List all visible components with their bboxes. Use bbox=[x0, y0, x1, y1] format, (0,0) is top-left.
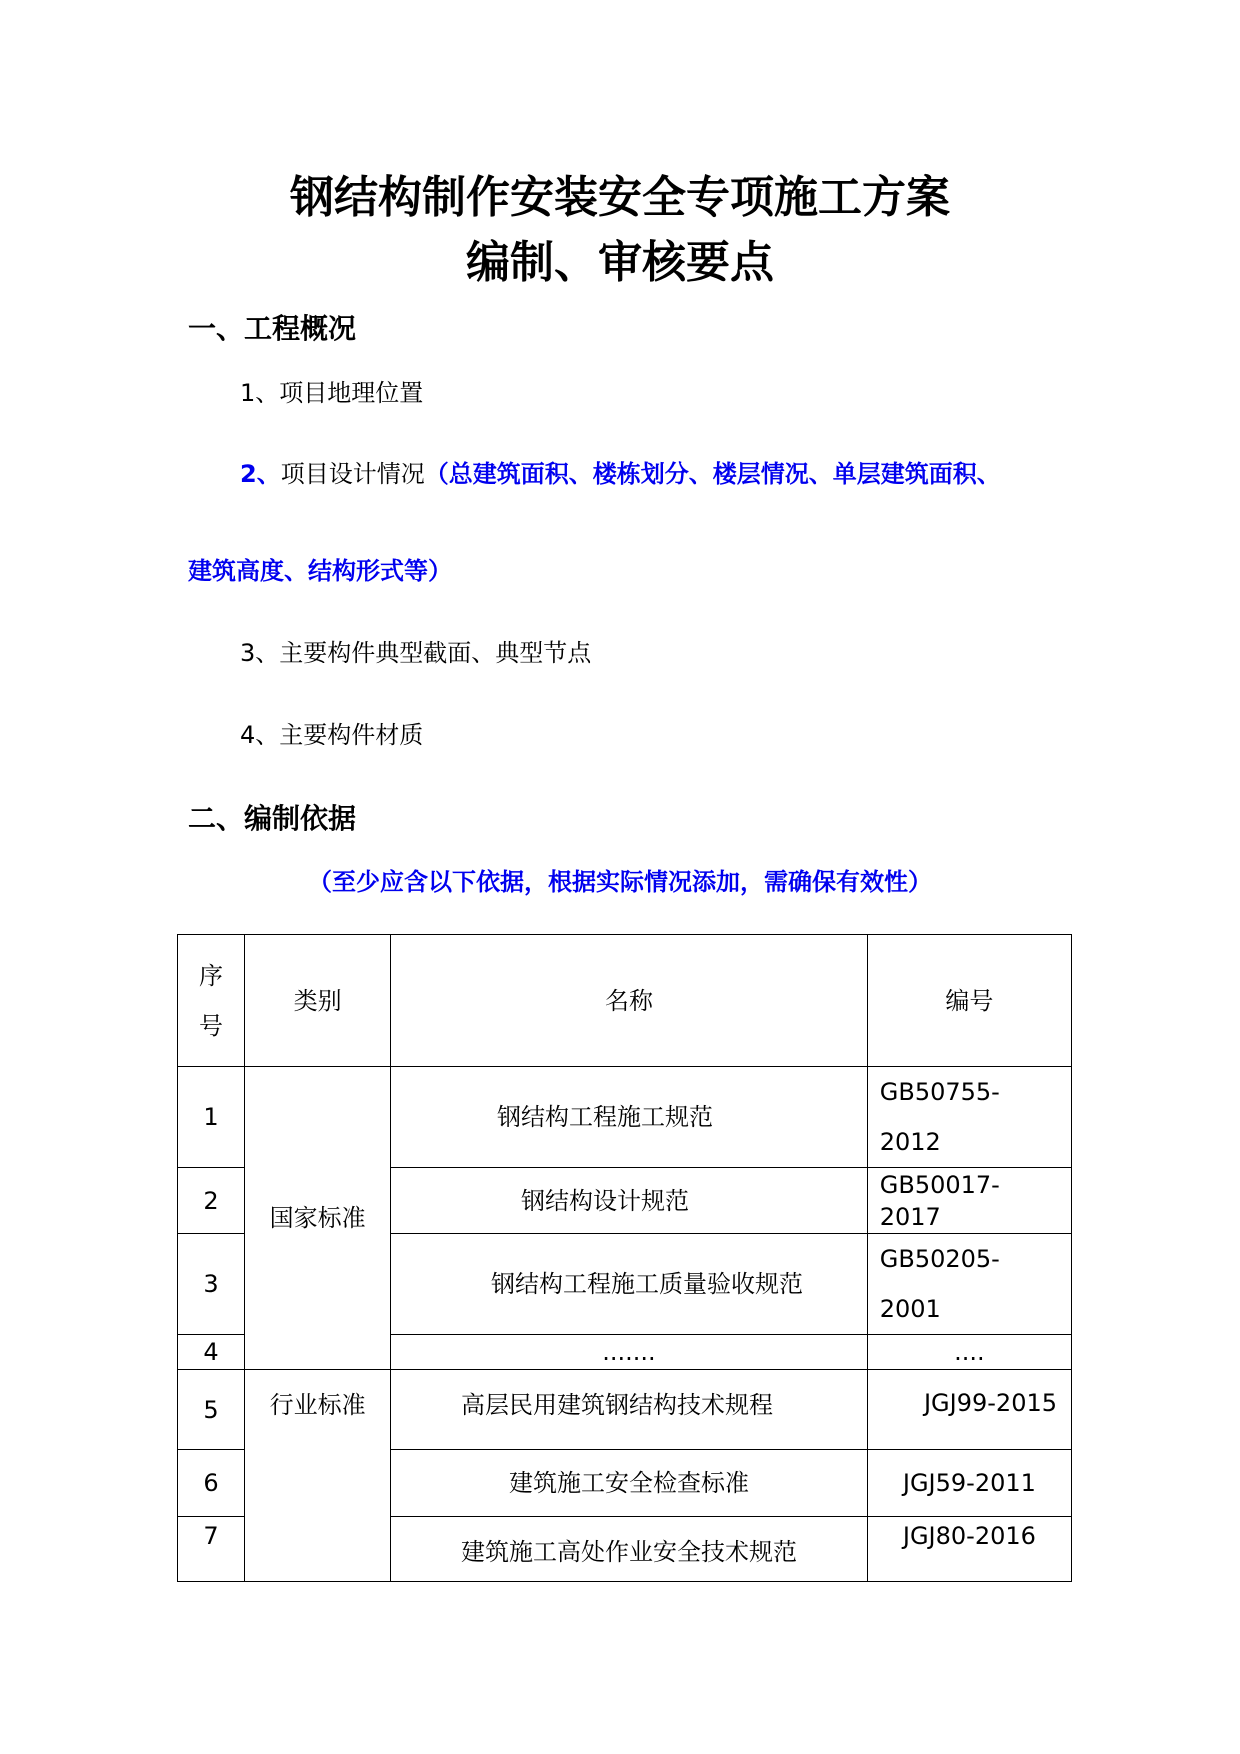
section-heading-basis: 二、编制依据 bbox=[188, 802, 357, 835]
table-row bbox=[178, 1067, 1072, 1168]
row-name bbox=[391, 1450, 868, 1517]
overview-item-2-text: 项目设计情况 bbox=[280, 460, 425, 488]
overview-item-2 bbox=[240, 456, 1001, 492]
row-seq: 7 bbox=[178, 1517, 245, 1582]
header-seq-line2: 号 bbox=[199, 1011, 224, 1040]
row-name bbox=[391, 1370, 868, 1450]
row-name bbox=[391, 1517, 868, 1582]
row-code-line1: JGJ99-2015 bbox=[923, 1389, 1057, 1417]
overview-item-4: 4、主要构件材质 bbox=[240, 721, 424, 749]
row-seq: 1 bbox=[178, 1067, 245, 1168]
section-heading-overview: 一、工程概况 bbox=[188, 312, 357, 345]
header-category: 类别 bbox=[245, 935, 391, 1067]
overview-item-2-detail-continued: 建筑高度、结构形式等） bbox=[188, 557, 452, 585]
row-name bbox=[391, 1168, 868, 1234]
row-code bbox=[867, 1234, 1071, 1335]
row-seq: 3 bbox=[178, 1234, 245, 1335]
row-name bbox=[391, 1335, 868, 1370]
row-code-line1: GB50017- bbox=[879, 1170, 1000, 1199]
row-name-text: 建筑施工安全检查标准 bbox=[508, 1469, 749, 1497]
row-code bbox=[867, 1335, 1071, 1370]
row-code-line1: .... bbox=[954, 1338, 985, 1366]
row-name-text: 钢结构工程施工质量验收规范 bbox=[490, 1270, 803, 1298]
overview-item-2-detail: （总建筑面积、楼栋划分、楼层情况、单层建筑面积、 bbox=[424, 460, 1001, 488]
row-seq: 2 bbox=[178, 1168, 245, 1234]
row-name bbox=[391, 1234, 868, 1335]
row-name-text: 钢结构设计规范 bbox=[520, 1186, 689, 1215]
row-code-line1: GB50755- bbox=[879, 1078, 1000, 1106]
document-title-line1: 钢结构制作安装安全专项施工方案 bbox=[290, 172, 950, 223]
row-code-line1: GB50205- bbox=[879, 1245, 1000, 1273]
category-industry: 行业标准 bbox=[245, 1370, 391, 1582]
overview-item-3: 3、主要构件典型截面、典型节点 bbox=[240, 639, 592, 667]
row-seq: 5 bbox=[178, 1370, 245, 1450]
category-national: 国家标准 bbox=[245, 1067, 391, 1370]
reference-standards-table bbox=[177, 934, 1072, 1582]
row-code-line2: 2017 bbox=[879, 1202, 941, 1231]
overview-item-1: 1、项目地理位置 bbox=[240, 379, 424, 407]
row-code bbox=[867, 1067, 1071, 1168]
row-name-text: 建筑施工高处作业安全技术规范 bbox=[460, 1538, 797, 1566]
header-code: 编号 bbox=[867, 935, 1071, 1067]
table-row bbox=[178, 1370, 1072, 1450]
row-code bbox=[867, 1370, 1071, 1450]
row-code-line2: 2012 bbox=[879, 1128, 941, 1156]
overview-item-2-number: 2、 bbox=[240, 460, 281, 488]
row-code bbox=[867, 1517, 1071, 1582]
header-name: 名称 bbox=[391, 935, 868, 1067]
row-name-text: ....... bbox=[602, 1338, 656, 1366]
row-name-text: 钢结构工程施工规范 bbox=[496, 1103, 713, 1131]
basis-note: （至少应含以下依据，根据实际情况添加，需确保有效性） bbox=[308, 868, 932, 896]
header-seq-line1: 序 bbox=[199, 961, 224, 990]
row-code-line1: JGJ59-2011 bbox=[902, 1469, 1036, 1497]
row-code bbox=[867, 1168, 1071, 1234]
row-seq: 6 bbox=[178, 1450, 245, 1517]
row-seq: 4 bbox=[178, 1335, 245, 1370]
row-name bbox=[391, 1067, 868, 1168]
row-code-line1: JGJ80-2016 bbox=[902, 1522, 1036, 1550]
table-header-row bbox=[178, 935, 1072, 1067]
document-title-line2: 编制、审核要点 bbox=[466, 237, 774, 288]
header-seq bbox=[178, 935, 245, 1067]
row-code-line2: 2001 bbox=[879, 1295, 941, 1323]
row-code bbox=[867, 1450, 1071, 1517]
row-name-text: 高层民用建筑钢结构技术规程 bbox=[460, 1391, 773, 1419]
